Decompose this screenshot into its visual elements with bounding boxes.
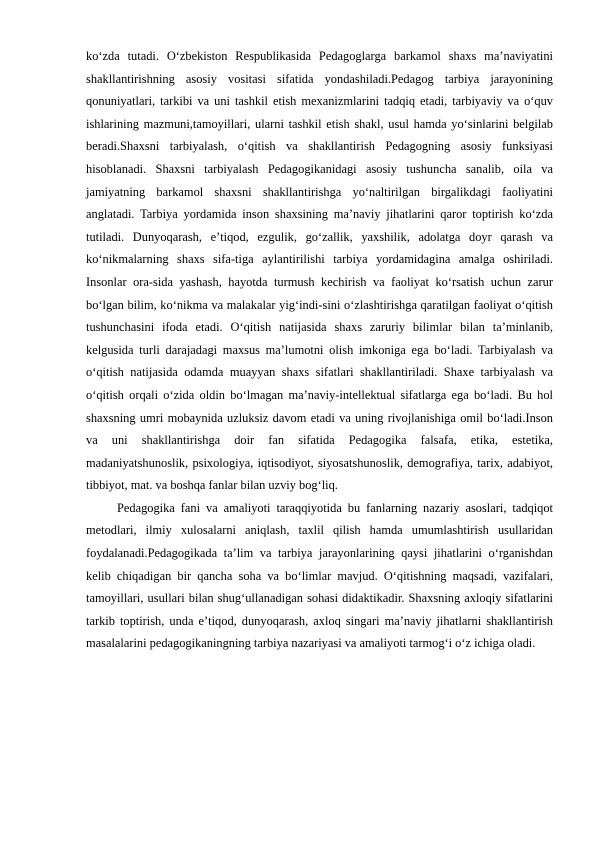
document-page xyxy=(86,45,553,655)
body-paragraph-1: koʻzda tutadi. Oʻzbekiston Respublikasida Pedagoglarga barkamol shaxs maʼnaviyatini shakllantirishning asosiy vositasi sifatida yondashiladi.Pedagog tarbiya jarayonining qonuniyatlari, tarkibi va uni tashkil etish mexanizmlarini tadqiq etadi, tarbiyaviy va oʻquv ishlarining mazmuni,tamoyillari, ularni tashkil etish shakl, usul hamda yoʻsinlarini belgilab beradi.Shaxsni tarbiyalash, oʻqitish va shakllantirish Pedagogning asosiy funksiyasi hisoblanadi. Shaxsni tarbiyalash Pedagogikanidagi asosiy tushuncha sanalib, oila va jamiyatning barkamol shaxsni shakllantirishga yoʻnaltirilgan birgalikdagi faoliyatini anglatadi. Tarbiya yordamida inson shaxsining maʼnaviy jihatlarini qaror toptirish koʻzda tutiladi. Dunyoqarash, eʼtiqod, ezgulik, goʻzallik, yaxshilik, adolatga doyr qarash va koʻnikmalarning shaxs sifa-tiga aylantirilishi tarbiya yordamidagina amalga oshiriladi. Insonlar ora-sida yashash, hayotda turmush kechirish va faoliyat koʻrsatish uchun zarur boʻlgan bilim, koʻnikma va malakalar yigʻindi-sini oʻzlashtirishga qaratilgan faoliyat oʻqitish tushunchasini ifoda etadi. Oʻqitish natijasida shaxs zaruriy bilimlar bilan taʼminlanib, kelgusida turli darajadagi maxsus maʼlumotni olish imkoniga ega boʻladi. Tarbiyalash va oʻqitish natijasida odamda muayyan shaxs sifatlari shakllantiriladi. Shaxe tarbiyalash va oʻqitish orqali oʻzida oldin boʻlmagan maʼnaviy-intellektual sifatlarga ega boʻladi. Bu hol shaxsning umri mobaynida uzluksiz davom etadi va uning rivojlanishiga omil boʻladi.Inson va uni shakllantirishga doir fan sifatida Pedagogika falsafa, etika, estetika, madaniyatshunoslik, psixologiya, iqtisodiyot, siyosatshunoslik, demografiya, tarix, adabiyot, tibbiyot, mat. va boshqa fanlar bilan uzviy bogʻliq. xyxy=(86,49,553,493)
body-paragraph-2: Pedagogika fani va amaliyoti taraqqiyotida bu fanlarning nazariy asoslari, tadqiqot metodlari, ilmiy xulosalarni aniqlash, taxlil qilish hamda umumlashtirish usullaridan foydalanadi.Pedagogikada taʼlim va tarbiya jarayonlarining qaysi jihatlarini oʻrganishdan kelib chiqadigan bir qancha soha va boʻlimlar mavjud. Oʻqitishning maqsadi, vazifalari, tamoyillari, usullari bilan shugʻullanadigan sohasi didaktikadir. Shaxsning axloqiy sifatlarini tarkib toptirish, unda eʼtiqod, dunyoqarash, axloq singari maʼnaviy jihatlarni shakllantirish masalalarini pedagogikaningning tarbiya nazariyasi va amaliyoti tarmogʻi oʻz ichiga oladi. xyxy=(86,500,553,651)
